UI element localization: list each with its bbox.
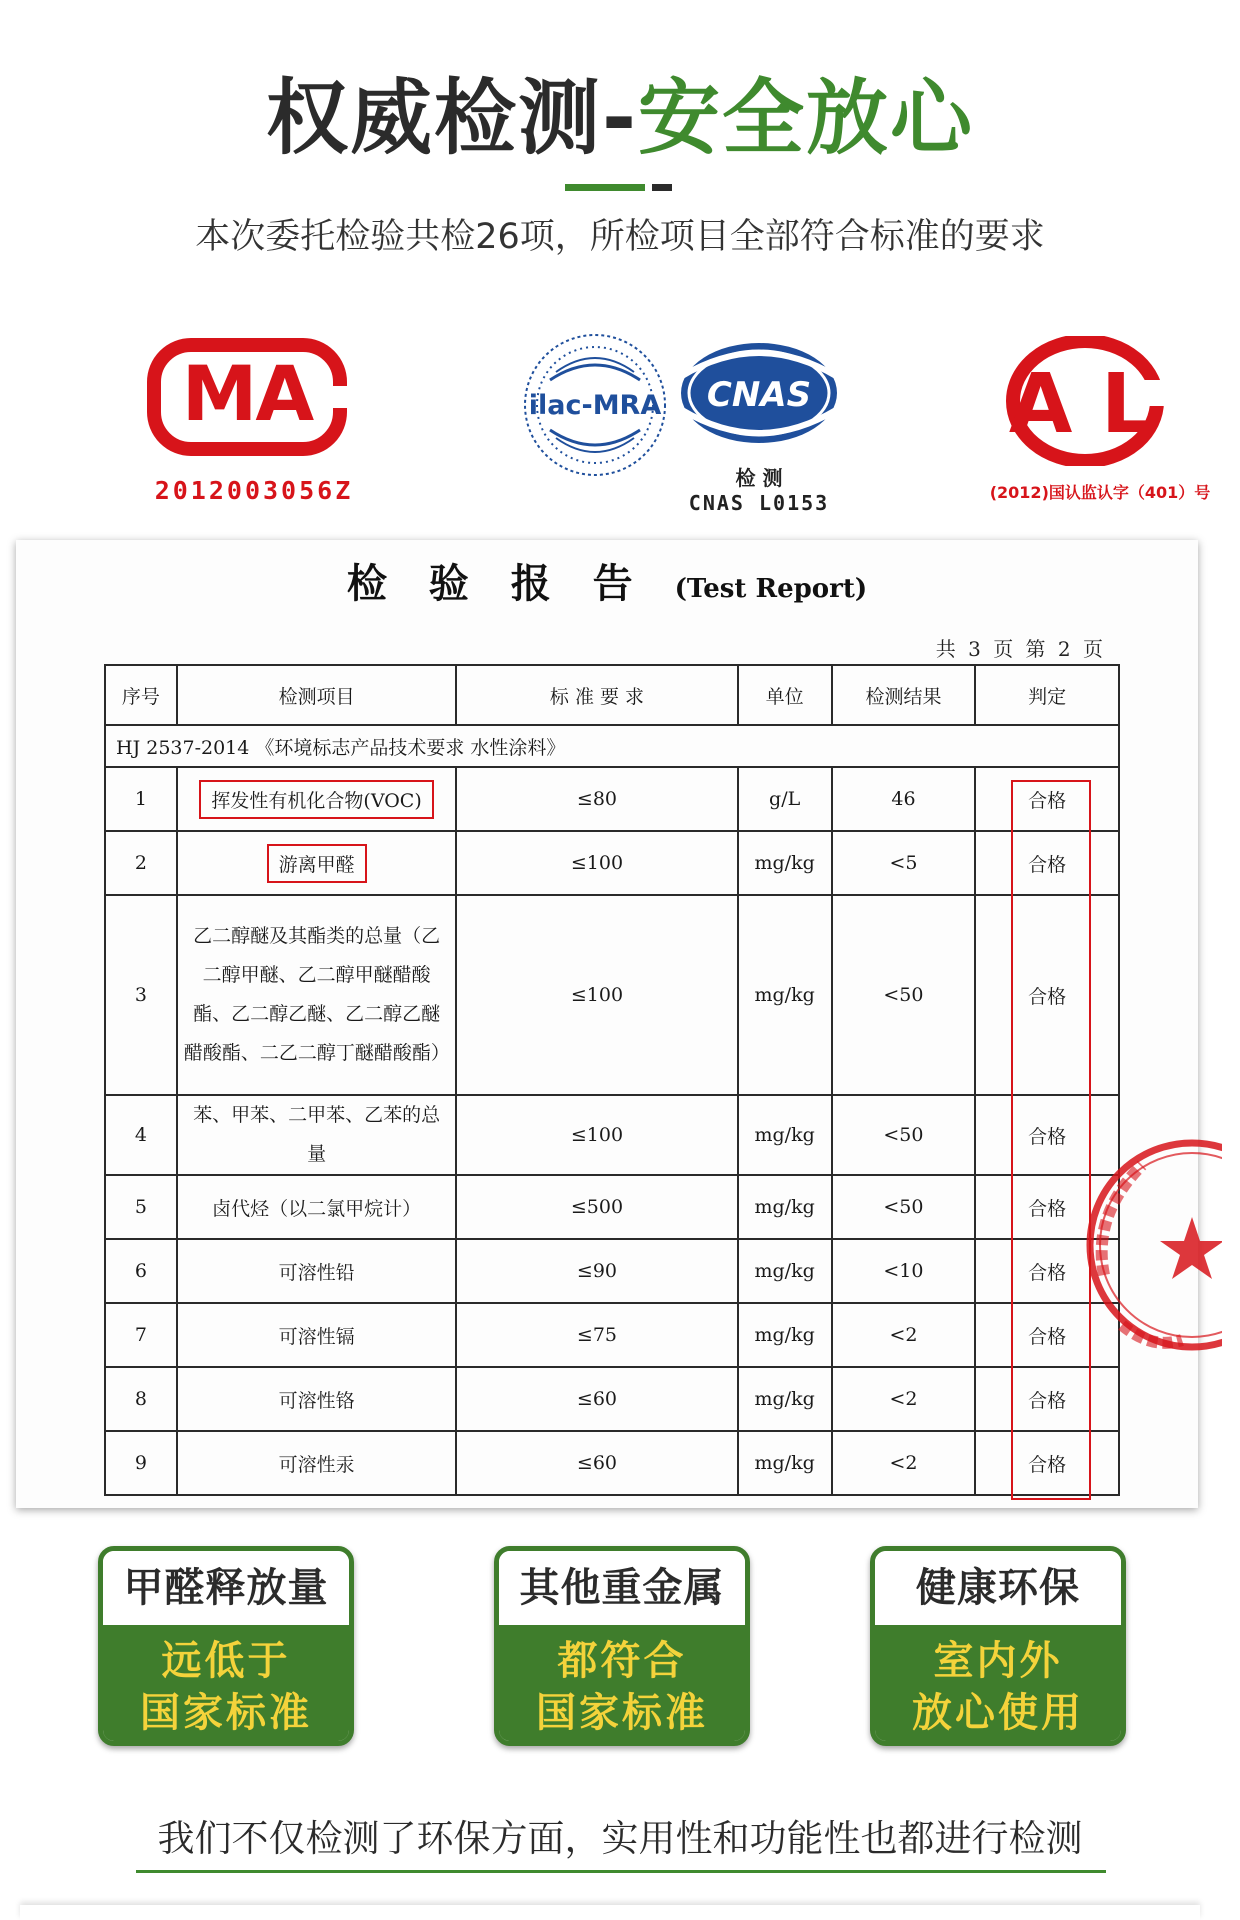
cal-logo [1005,336,1165,466]
badge-body [499,1625,745,1741]
badge-line-2: 国家标准 [536,1690,708,1736]
row-verdict: 合格 [975,1239,1119,1303]
official-seal-stamp [1082,1125,1222,1365]
col-header-verdict: 判定 [975,665,1119,725]
badge-eco-friendly [870,1546,1126,1746]
row-verdict: 合格 [975,1367,1119,1431]
row-requirement: ≤90 [456,1239,737,1303]
row-item: 可溶性汞 [177,1431,456,1495]
row-unit: mg/kg [738,1303,832,1367]
badge-line-1: 室内外 [933,1638,1063,1684]
ilac-mra-logo [520,330,670,480]
row-result: <50 [832,1095,976,1175]
highlighted-item: 挥发性有机化合物(VOC) [199,780,433,819]
row-result: <2 [832,1367,976,1431]
page-title-dark: 权威检测- [265,71,639,166]
table-row [105,1239,1119,1303]
row-no: 3 [105,895,177,1095]
row-result: <50 [832,1175,976,1239]
row-result: <50 [832,895,976,1095]
footer-text: 我们不仅检测了环保方面，实用性和功能性也都进行检测 [157,1817,1083,1860]
cal-code: (2012)国认监认字（401）号 [989,483,1211,502]
badge-line-2: 国家标准 [140,1690,312,1736]
table-row [105,1431,1119,1495]
row-no: 2 [105,831,177,895]
row-unit: mg/kg [738,831,832,895]
row-verdict: 合格 [975,1431,1119,1495]
page-title-green: 安全放心 [638,71,975,166]
row-no: 1 [105,767,177,831]
row-verdict: 合格 [975,1303,1119,1367]
table-row [105,1175,1119,1239]
report-title [16,552,1198,609]
cma-logo-text: MA [181,349,313,438]
badge-body [875,1625,1121,1741]
table-row [105,831,1119,895]
badge-title: 甲醛释放量 [103,1551,349,1625]
row-unit: mg/kg [738,895,832,1095]
row-verdict: 合格 [975,895,1119,1095]
report-title-cn: 检 验 报 告 [346,560,647,607]
cma-frame [147,338,347,456]
row-requirement: ≤60 [456,1431,737,1495]
table-row [105,1303,1119,1367]
report-title-en: (Test Report) [674,574,868,604]
table-row [105,767,1119,831]
row-no: 4 [105,1095,177,1175]
row-unit: mg/kg [738,1095,832,1175]
report-table [104,664,1120,1496]
row-unit: mg/kg [738,1431,832,1495]
row-item [177,831,456,895]
row-item: 苯、甲苯、二甲苯、乙苯的总量 [177,1095,456,1175]
row-requirement: ≤60 [456,1367,737,1431]
row-unit: mg/kg [738,1175,832,1239]
row-item: 可溶性镉 [177,1303,456,1367]
row-no: 8 [105,1367,177,1431]
badge-line-2: 放心使用 [912,1690,1084,1736]
subtitle: 本次委托检验共检26项，所检项目全部符合标准的要求 [195,217,1045,257]
row-verdict: 合格 [975,1175,1119,1239]
row-no: 9 [105,1431,177,1495]
badge-body [103,1625,349,1741]
next-section-edge [20,1905,1200,1920]
col-header-requirement: 标 准 要 求 [456,665,737,725]
verdict-highlight-box [1011,780,1091,1500]
row-requirement: ≤80 [456,767,737,831]
badge-title: 其他重金属 [499,1551,745,1625]
row-item: 卤代烃（以二氯甲烷计） [177,1175,456,1239]
highlighted-item: 游离甲醛 [267,844,367,883]
row-unit: mg/kg [738,1367,832,1431]
cma-logo [145,338,363,505]
row-requirement: ≤75 [456,1303,737,1367]
row-requirement: ≤100 [456,831,737,895]
cal-logo-text: A L [1008,357,1154,452]
badge-title: 健康环保 [875,1551,1121,1625]
row-requirement: ≤500 [456,1175,737,1239]
row-item: 可溶性铬 [177,1367,456,1431]
cnas-logo [676,338,842,448]
row-result: <2 [832,1431,976,1495]
cma-code: 2012003056Z [154,476,354,505]
row-verdict: 合格 [975,831,1119,895]
row-no: 7 [105,1303,177,1367]
table-row [105,1095,1119,1175]
row-requirement: ≤100 [456,895,737,1095]
cnas-caption-label: 检 测 [735,466,783,490]
badge-formaldehyde [98,1546,354,1746]
row-result: 46 [832,767,976,831]
row-verdict: 合格 [975,1095,1119,1175]
title-underline-accent [652,184,672,191]
row-no: 6 [105,1239,177,1303]
badge-line-1: 远低于 [161,1638,291,1684]
table-row [105,895,1119,1095]
badge-heavy-metals [494,1546,750,1746]
title-underline [565,184,645,191]
col-header-unit: 单位 [738,665,832,725]
report-table-header [105,665,1119,725]
row-result: <10 [832,1239,976,1303]
report-page-info: 共 3 页 第 2 页 [935,637,1106,661]
ilac-logo-text: ilac-MRA [528,390,662,421]
standard-name: HJ 2537-2014 《环境标志产品技术要求 水性涂料》 [105,725,1119,767]
row-item [177,767,456,831]
cnas-caption-code: CNAS L0153 [688,491,830,515]
standard-row [105,725,1119,767]
col-header-result: 检测结果 [832,665,976,725]
row-item: 可溶性铅 [177,1239,456,1303]
row-no: 5 [105,1175,177,1239]
row-verdict: 合格 [975,767,1119,831]
row-result: <5 [832,831,976,895]
table-row [105,1367,1119,1431]
col-header-item: 检测项目 [177,665,456,725]
row-result: <2 [832,1303,976,1367]
row-unit: mg/kg [738,1239,832,1303]
badge-line-1: 都符合 [557,1638,687,1684]
page-title [0,71,1240,166]
row-requirement: ≤100 [456,1095,737,1175]
cnas-caption [674,466,844,516]
cnas-logo-text: CNAS [706,375,812,415]
row-unit: g/L [738,767,832,831]
footer-underline [136,1870,1106,1873]
row-item: 乙二醇醚及其酯类的总量（乙二醇甲醚、乙二醇甲醚醋酸酯、乙二醇乙醚、乙二醇乙醚醋酸酯、二乙二醇丁醚醋酸酯） [177,895,456,1095]
col-header-no: 序号 [105,665,177,725]
